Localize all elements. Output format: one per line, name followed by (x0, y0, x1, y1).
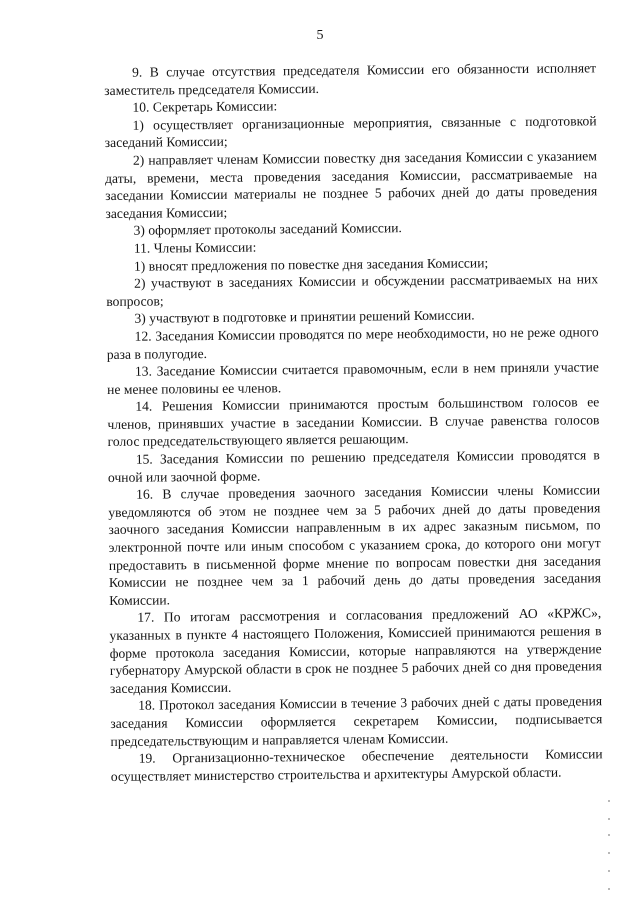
scan-edge-marks (608, 800, 612, 900)
clause-11-item-3: 3) участвуют в подготовке и принятии решений Комиссии. (134, 307, 475, 327)
clause-15: 15. Заседания Комиссии по решению председателя Комиссии проводятся в очной или заочной форме. (107, 447, 600, 485)
clause-10-heading: 10. Секретарь Комиссии: (132, 98, 278, 115)
clause-10-item-3: 3) оформляет протоколы заседаний Комиссии. (133, 220, 402, 239)
clause-11-item-1: 1) вносят предложения по повестке дня заседания Комиссии; (133, 254, 489, 274)
clause-9: 9. В случае отсутствия председателя Комиссии его обязанности исполняет заместитель председателя Комиссии. (104, 60, 597, 98)
clause-17: 17. По итогам рассмотрения и согласования предложений АО «КРЖС», указанных в пункте 4 настоящего Положения, Комиссией принимаются решения в форме протокола заседания Комиссии, которые направляются на утверждение губернатору Амурской области в срок не позднее 5 рабочих дней со дня проведения заседания Комиссии. (109, 605, 602, 696)
clause-10-item-2: 2) направляет членам Комиссии повестку дня заседания Комиссии с указанием даты, времени, места проведения заседания Комиссии, рассматриваемые на заседании Комиссии материалы не позднее 5 рабочих дней до даты проведения заседания Комиссии; (105, 148, 598, 221)
clause-12: 12. Заседания Комиссии проводятся по мере необходимости, но не реже одного раза в полугодие. (106, 324, 599, 362)
clause-14: 14. Решения Комиссии принимаются простым большинством голосов ее членов, принявших участие в заседании Комиссии. В случае равенства голосов голос председательствующего является решающим. (107, 394, 600, 450)
document-body (104, 59, 603, 785)
clause-16: 16. В случае проведения заочного заседания Комиссии члены Комиссии уведомляются об этом не позднее чем за 5 рабочих дней до даты проведения заочного заседания Комиссии направленным в их адрес заказным письмом, по электронной почте или иным способом с указанием срока, до которого они могут предоставить в письменной форме мнение по вопросам повестки дня заседания Комиссии не позднее чем за 1 рабочий день до даты проведения заседания Комиссии. (108, 482, 602, 608)
clause-13: 13. Заседание Комиссии считается правомочным, если в нем приняли участие не менее половины ее членов. (107, 359, 600, 397)
clause-11-item-2: 2) участвуют в заседаниях Комиссии и обсуждении рассматриваемых на них вопросов; (106, 271, 599, 309)
clause-19: 19. Организационно-техническое обеспечение деятельности Комиссии осуществляет министерство строительства и архитектуры Амурской области. (110, 746, 603, 784)
clause-18: 18. Протокол заседания Комиссии в течение 3 рабочих дней с даты проведения заседания Комиссии оформляется секретарем Комиссии, подписывается председательствующим и направляется членам Комиссии. (110, 693, 603, 749)
clause-10-item-1: 1) осуществляет организационные мероприятия, связанные с подготовкой заседаний Комиссии; (104, 113, 597, 151)
page-number: 5 (316, 28, 324, 43)
clause-11-heading: 11. Члены Комиссии: (133, 239, 257, 256)
